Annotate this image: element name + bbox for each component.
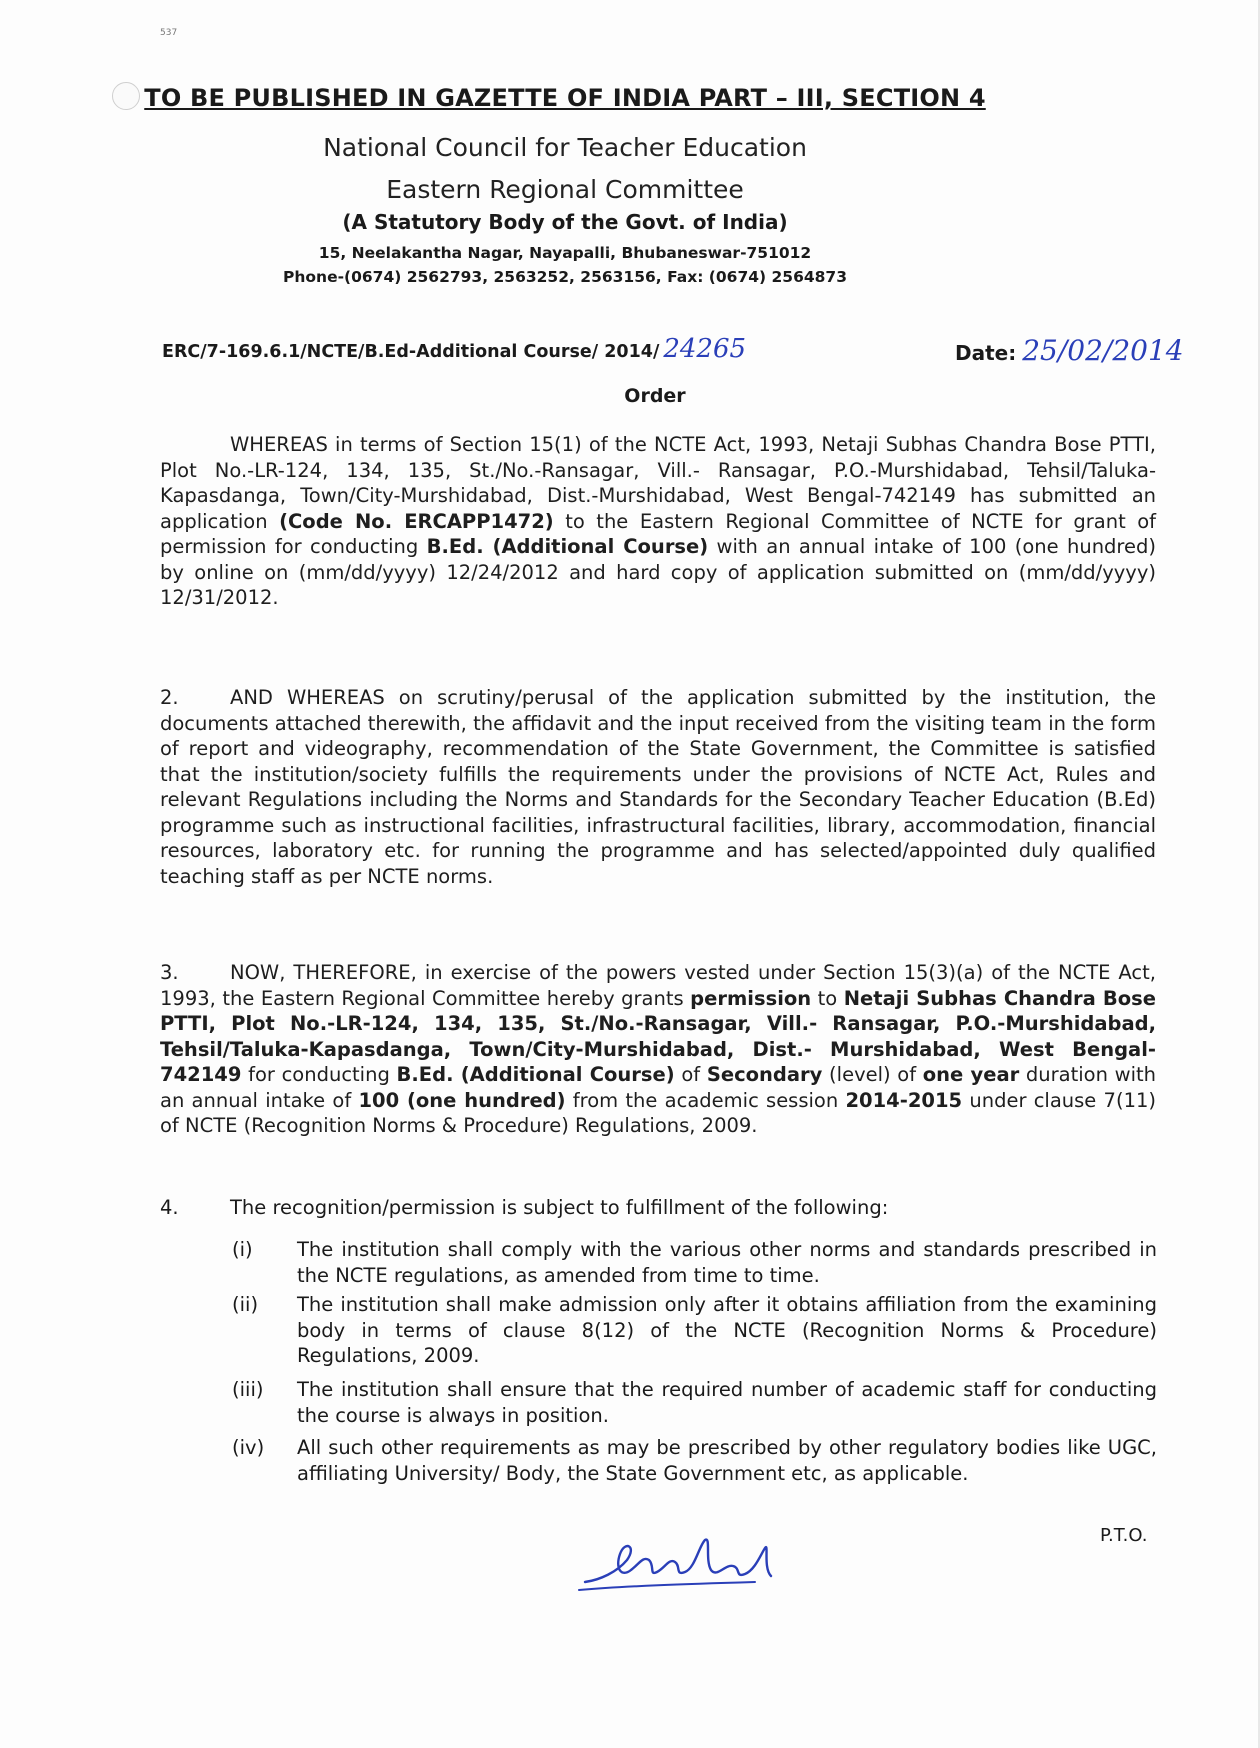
- gazette-heading: TO BE PUBLISHED IN GAZETTE OF INDIA PART – III, SECTION 4: [144, 84, 986, 112]
- para3-session: 2014-2015: [845, 1088, 963, 1112]
- para2-number: 2.: [160, 686, 179, 709]
- para3-text-1: NOW, THEREFORE, in exercise of the powers vested under Section 15(3)(a) of the NCTE Act, 1993, the Eastern Regional Committee hereby grants: [160, 961, 1156, 1010]
- para3-number: 3.: [160, 961, 179, 984]
- application-code: (Code No. ERCAPP1472): [279, 509, 554, 533]
- para3-text-6: duration with an annual intake of: [160, 1063, 1157, 1112]
- condition-1-number: (i): [232, 1238, 253, 1261]
- handwritten-reference-no: 24265: [663, 334, 747, 364]
- paragraph-4: [160, 1195, 1156, 1221]
- signature: [565, 1520, 805, 1600]
- para3-text-2: to: [811, 986, 844, 1010]
- council-name: National Council for Teacher Education: [323, 133, 807, 162]
- paragraph-2: [160, 685, 1156, 889]
- para3-course-name: B.Ed. (Additional Course): [396, 1063, 675, 1086]
- reference-number: [162, 334, 746, 364]
- para3-intake: 100 (one hundred): [358, 1088, 566, 1112]
- para3-text-7: from the academic session: [565, 1088, 846, 1112]
- reference-prefix: ERC/7-169.6.1/NCTE/B.Ed-Additional Course/ 2014/: [162, 342, 660, 362]
- para1-course-name: B.Ed. (Additional Course): [426, 535, 709, 558]
- condition-2-text: The institution shall make admission only after it obtains affiliation from the examining body in terms of clause 8(12) of the NCTE (Recognition Norms & Procedure) Regulations, 2009.: [297, 1293, 1157, 1367]
- condition-1-text: The institution shall comply with the various other norms and standards prescribed in the NCTE regulations, as amended from time to time.: [297, 1238, 1157, 1287]
- para3-institution-address: Netaji Subhas Chandra Bose PTTI, Plot No.-LR-124, 134, 135, St./No.-Ransagar, Vill.- Ransagar, P.O.-Murshidabad, Tehsil/Taluka-Kapasdanga, Town/City-Murshidabad, Dist.- Murshidabad, West Bengal-742149: [160, 986, 1156, 1086]
- para3-permission: permission: [690, 986, 812, 1010]
- para3-level: Secondary: [706, 1063, 823, 1086]
- para3-text-8: under clause 7(11) of NCTE (Recognition Norms & Procedure) Regulations, 2009.: [160, 1088, 1156, 1137]
- para1-text-3: with an annual intake of 100 (one hundred) by online on (mm/dd/yyyy) 12/24/2012 and hard copy of application submitted on (mm/dd/yyyy) 12/31/2012.: [160, 535, 1157, 609]
- committee-name: Eastern Regional Committee: [386, 175, 744, 204]
- date-label: Date:: [955, 341, 1017, 365]
- condition-3-text: The institution shall ensure that the required number of academic staff for conducting the course is always in position.: [297, 1378, 1157, 1427]
- para3-text-3: for conducting: [241, 1063, 397, 1086]
- office-phone-fax: Phone-(0674) 2562793, 2563252, 2563156, Fax: (0674) 2564873: [283, 268, 847, 286]
- pto-marker: P.T.O.: [1100, 1525, 1148, 1546]
- para2-text: AND WHEREAS on scrutiny/perusal of the application submitted by the institution, the documents attached therewith, the affidavit and the input received from the visiting team in the form of report and videography, recommendation of the State Government, the Committee is satisfied that the institution/society fulfills the requirements under the provisions of NCTE Act, Rules and relevant Regulations including the Norms and Standards for the Secondary Teacher Education (B.Ed) programme such as instructional facilities, infrastructural facilities, library, accommodation, financial resources, laboratory etc. for running the programme and has selected/appointed duly qualified teaching staff as per NCTE norms.: [160, 686, 1156, 888]
- para1-text-1: WHEREAS in terms of Section 15(1) of the NCTE Act, 1993, Netaji Subhas Chandra Bose PTTI, Plot No.-LR-124, 134, 135, St./No.-Ransagar, Vill.- Ransagar, P.O.-Murshidabad, Tehsil/Taluka-Kapasdanga, Town/City-Murshidabad, Dist.-Murshidabad, West Bengal-742149 has submitted an application: [160, 433, 1156, 533]
- para4-text: The recognition/permission is subject to fulfillment of the following:: [230, 1196, 889, 1219]
- handwritten-date: 25/02/2014: [1022, 334, 1184, 367]
- office-address: 15, Neelakantha Nagar, Nayapalli, Bhubaneswar-751012: [318, 244, 812, 262]
- order-date: [955, 334, 1184, 367]
- paragraph-3: [160, 960, 1156, 1139]
- para1-text-2: to the Eastern Regional Committee of NCTE for grant of permission for conducting: [160, 509, 1157, 558]
- order-title: Order: [624, 385, 686, 407]
- statutory-body-line: (A Statutory Body of the Govt. of India): [342, 210, 788, 234]
- condition-3-number: (iii): [232, 1378, 264, 1401]
- para4-number: 4.: [160, 1196, 179, 1219]
- condition-4-number: (iv): [232, 1436, 265, 1459]
- para3-text-5: (level) of: [822, 1063, 923, 1086]
- page-number: 537: [160, 28, 178, 38]
- condition-2-number: (ii): [232, 1293, 259, 1316]
- condition-4-text: All such other requirements as may be prescribed by other regulatory bodies like UGC, affiliating University/ Body, the State Government etc, as applicable.: [297, 1436, 1157, 1485]
- para3-text-4: of: [674, 1063, 707, 1086]
- paragraph-1: [160, 432, 1156, 611]
- para3-duration: one year: [922, 1063, 1020, 1086]
